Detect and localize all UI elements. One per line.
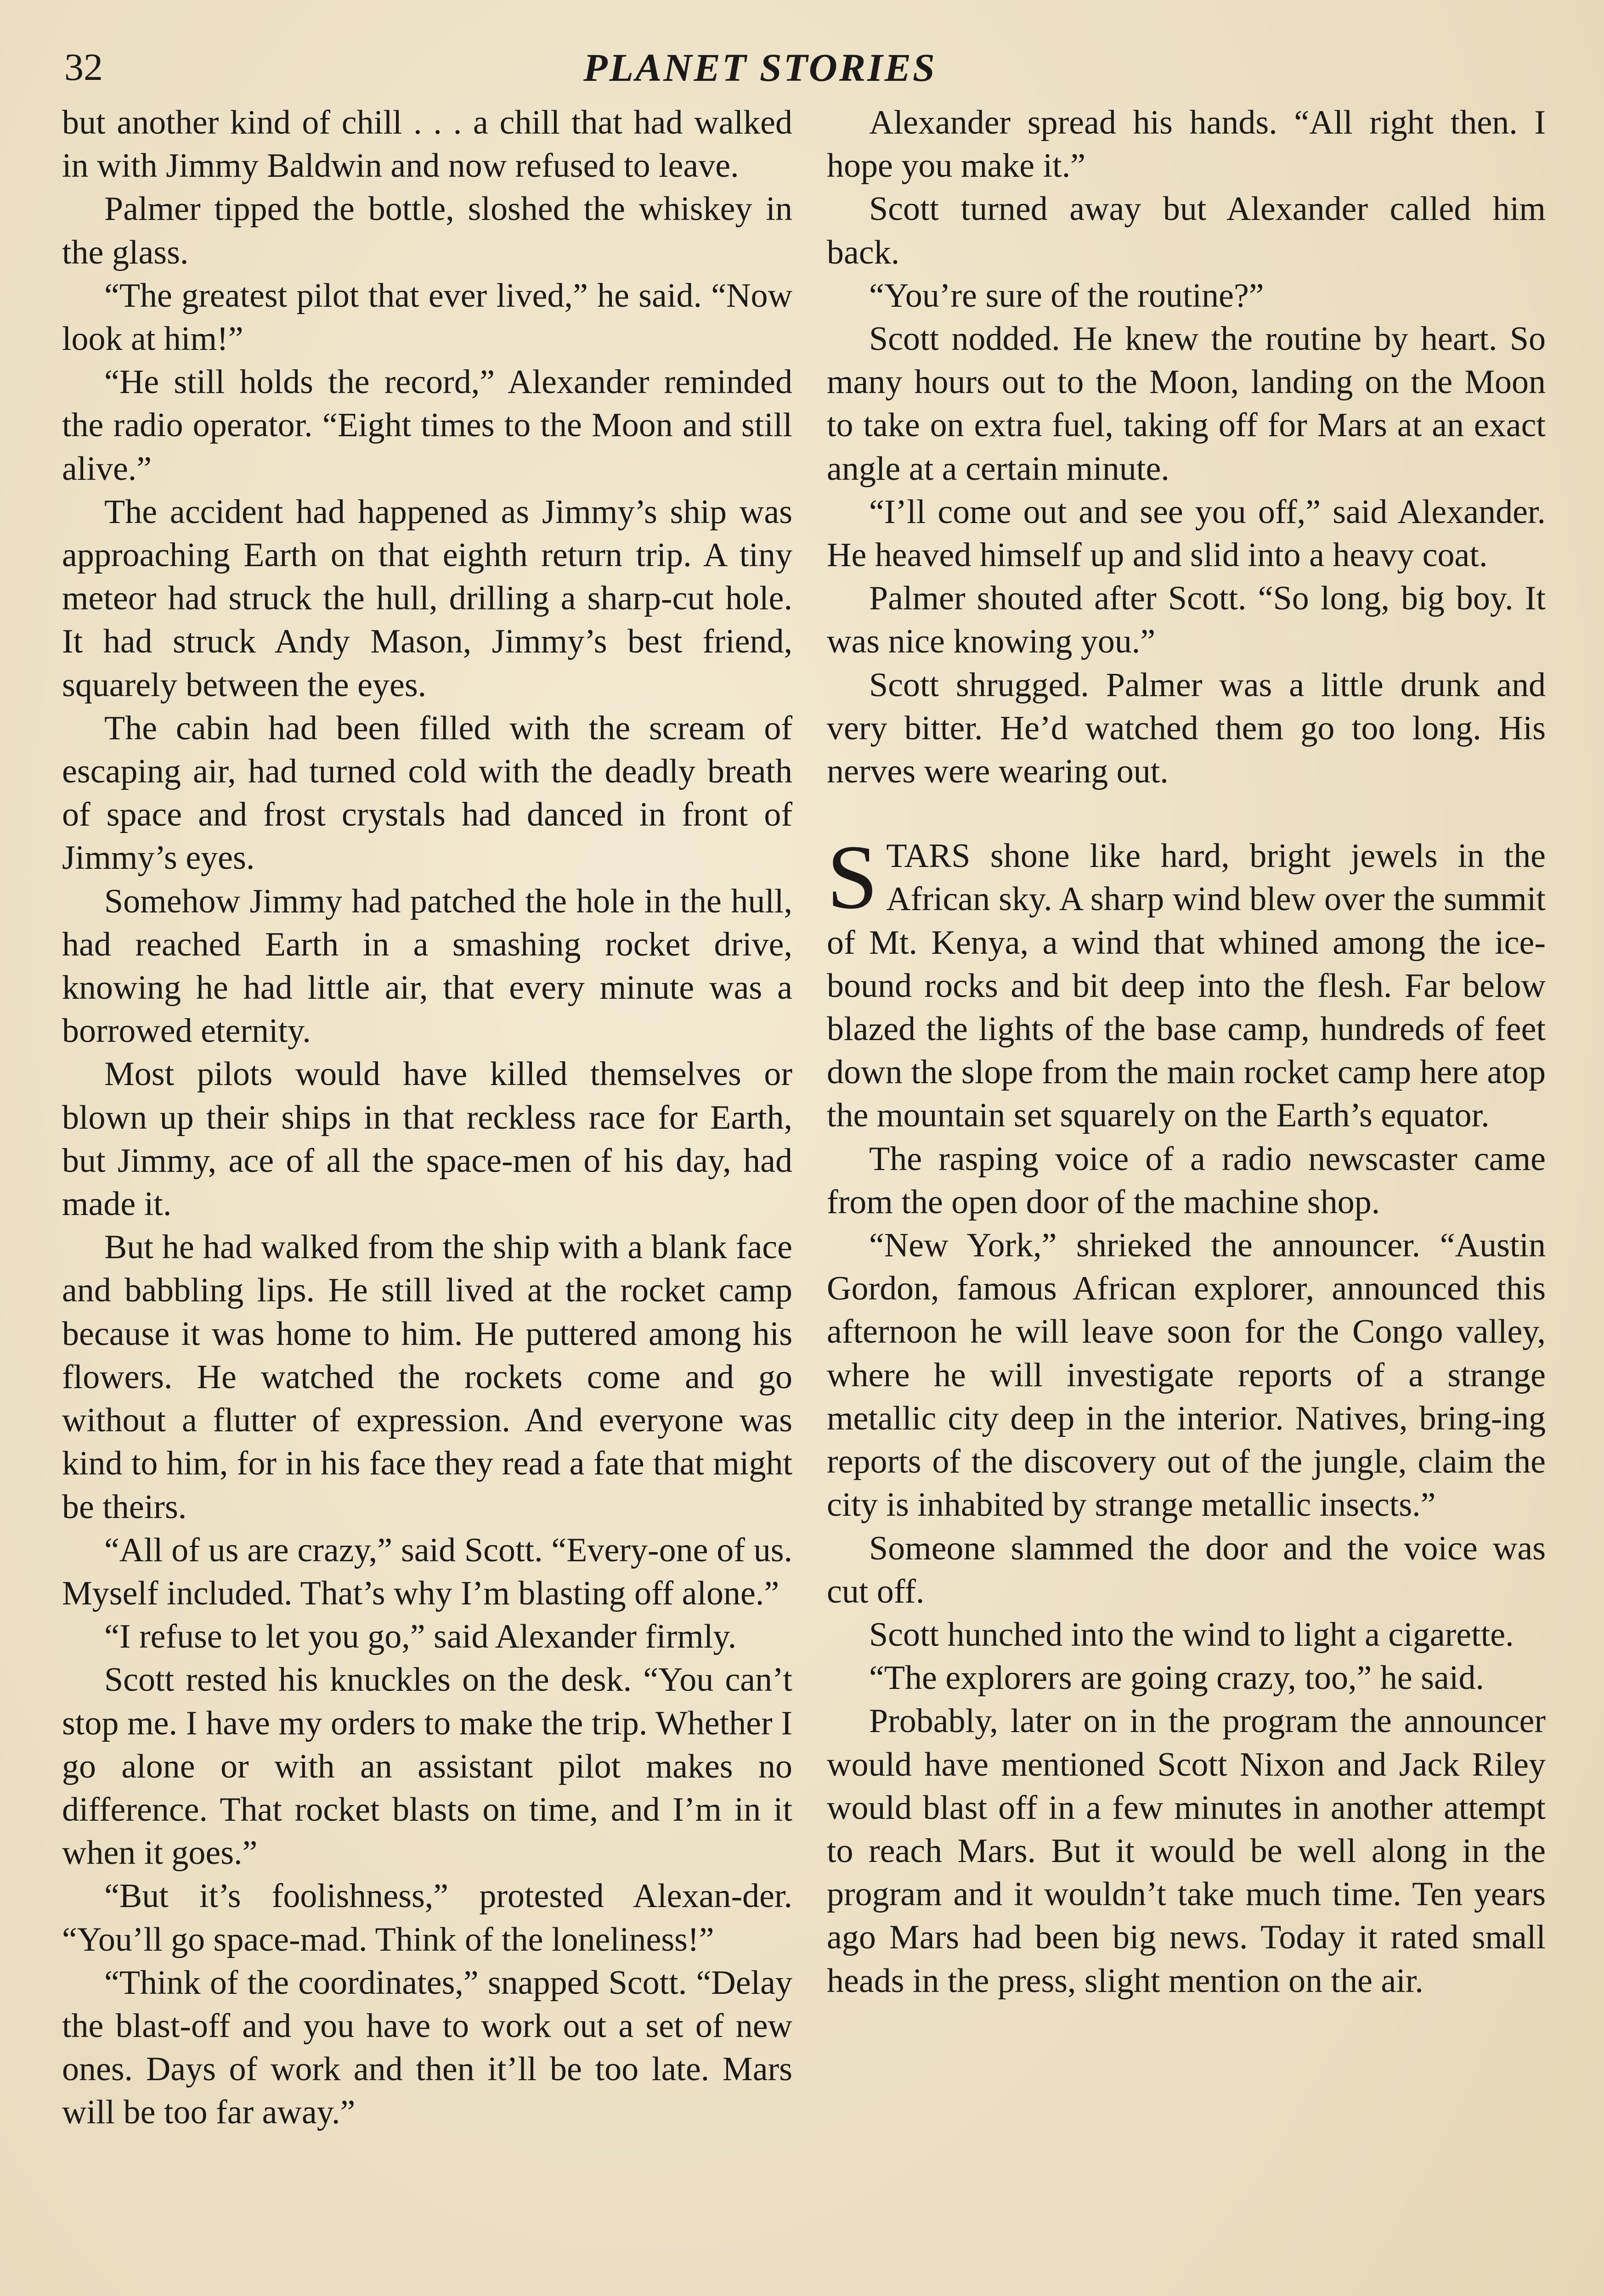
paragraph: Scott shrugged. Palmer was a little drunk and very bitter. He’d watched them go too long. His nerves were wearing out. <box>827 666 1546 791</box>
section-opening-paragraph <box>827 827 1546 1137</box>
magazine-title: PLANET STORIES <box>583 45 937 90</box>
drop-cap: S <box>827 827 878 929</box>
paragraph: “I’ll come out and see you off,” said Alexander. He heaved himself up and slid into a heavy coat. <box>827 493 1546 574</box>
section-break <box>827 793 1546 834</box>
paragraph: but another kind of chill . . . a chill that had walked in with Jimmy Baldwin and now refused to leave. <box>62 104 792 185</box>
paragraph: Scott turned away but Alexander called him back. <box>827 190 1546 271</box>
left-column <box>62 101 792 2134</box>
paragraph: “I refuse to let you go,” said Alexander firmly. <box>104 1618 737 1656</box>
paragraph: Scott rested his knuckles on the desk. “You can’t stop me. I have my orders to make the trip. Whether I go alone or with an assistant pilot makes no difference. That rocket blasts on time, and I’m in it when it goes.” <box>62 1661 792 1872</box>
paragraph: Palmer shouted after Scott. “So long, big boy. It was nice knowing you.” <box>827 580 1546 661</box>
paragraph: But he had walked from the ship with a blank face and babbling lips. He still lived at the rocket camp because it was home to him. He puttered among his flowers. He watched the rockets come and go without a flutter of expression. And everyone was kind to him, for in his face they read a fate that might be theirs. <box>62 1228 792 1526</box>
paragraph: “You’re sure of the routine?” <box>869 276 1264 315</box>
page-header <box>64 42 1548 97</box>
paragraph: The rasping voice of a radio newscaster came from the open door of the machine shop. <box>827 1140 1546 1221</box>
paragraph: “The explorers are going crazy, too,” he said. <box>869 1659 1484 1697</box>
paragraph: “The greatest pilot that ever lived,” he said. “Now look at him!” <box>62 276 792 358</box>
paragraph: “New York,” shrieked the announcer. “Austin Gordon, famous African explorer, announced this afternoon he will leave soon for the Congo valley, where he will investigate reports of a strange metallic city deep in the interior. Natives, bring-ing reports of the discovery out of the jungle, claim the city is inhabited by strange metallic insects.” <box>827 1227 1546 1524</box>
paragraph: Somehow Jimmy had patched the hole in the hull, had reached Earth in a smashing rocket drive, knowing he had little air, that every minute was a borrowed eternity. <box>62 882 792 1050</box>
page-number: 32 <box>64 46 103 89</box>
paragraph: The accident had happened as Jimmy’s ship was approaching Earth on that eighth return trip. A tiny meteor had struck the hull, drilling a sharp-cut hole. It had struck Andy Mason, Jimmy’s best friend, squarely between the eyes. <box>62 493 792 704</box>
paragraph: “He still holds the record,” Alexander reminded the radio operator. “Eight times to the Moon and still alive.” <box>62 363 792 488</box>
paragraph: Palmer tipped the bottle, sloshed the whiskey in the glass. <box>62 190 792 271</box>
paragraph: Alexander spread his hands. “All right then. I hope you make it.” <box>827 104 1546 185</box>
right-column <box>827 101 1546 2003</box>
paragraph: Scott hunched into the wind to light a cigarette. <box>869 1615 1514 1654</box>
opening-text: TARS shone like hard, bright jewels in the African sky. A sharp wind blew over the summit of Mt. Kenya, a wind that whined among the ice-bound rocks and bit deep into the flesh. Far below blazed the lights of the base camp, hundreds of feet down the slope from the main rocket camp here atop the mountain set squarely on the Earth’s equator. <box>827 837 1546 1135</box>
paragraph: The cabin had been filled with the scream of escaping air, had turned cold with the deadly breath of space and frost crystals had danced in front of Jimmy’s eyes. <box>62 709 792 877</box>
paragraph: “But it’s foolishness,” protested Alexan-der. “You’ll go space-mad. Think of the loneliness!” <box>62 1877 792 1958</box>
paragraph: Scott nodded. He knew the routine by heart. So many hours out to the Moon, landing on the Moon to take on extra fuel, taking off for Mars at an exact angle at a certain minute. <box>827 320 1546 488</box>
paragraph: “All of us are crazy,” said Scott. “Every-one of us. Myself included. That’s why I’m blasting off alone.” <box>62 1531 792 1612</box>
paragraph: “Think of the coordinates,” snapped Scott. “Delay the blast-off and you have to work out a set of new ones. Days of work and then it’ll be too late. Mars will be too far away.” <box>62 1964 792 2132</box>
paragraph: Probably, later on in the program the announcer would have mentioned Scott Nixon and Jack Riley would blast off in a few minutes in another attempt to reach Mars. But it would be well along in the program and it wouldn’t take much time. Ten years ago Mars had been big news. Today it rated small heads in the press, slight mention on the air. <box>827 1702 1546 2000</box>
paragraph: Most pilots would have killed themselves or blown up their ships in that reckless race for Earth, but Jimmy, ace of all the space-men of his day, had made it. <box>62 1055 792 1223</box>
paragraph: Someone slammed the door and the voice was cut off. <box>827 1529 1546 1610</box>
